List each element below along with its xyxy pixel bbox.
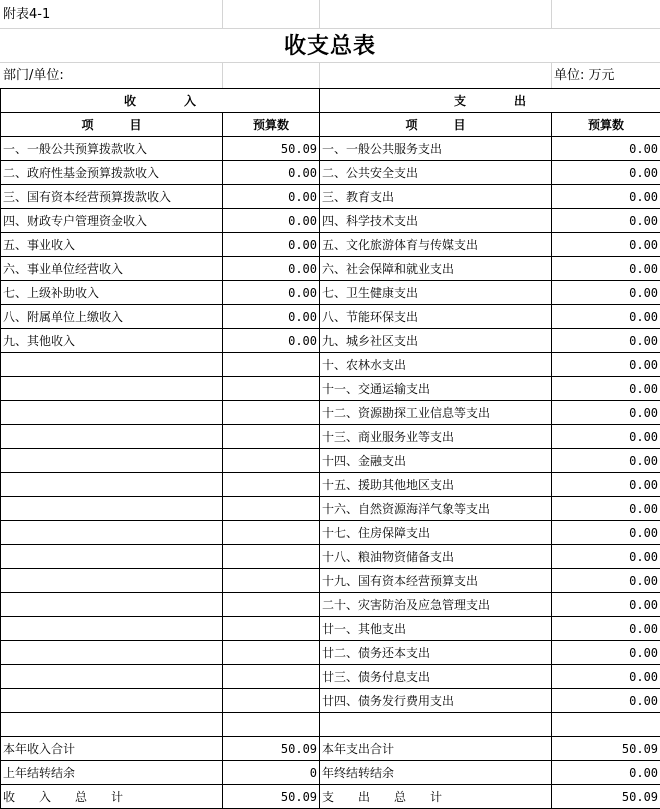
table-row	[1, 233, 660, 257]
expense-value-cell: 0.00	[552, 353, 660, 377]
income-value-cell: 0.00	[223, 305, 320, 329]
expense-item-cell: 三、教育支出	[320, 185, 552, 209]
income-value-cell	[223, 617, 320, 641]
income-item-cell	[1, 689, 223, 713]
table-row	[1, 281, 660, 305]
income-item-cell	[1, 377, 223, 401]
expense-item-cell: 本年支出合计	[320, 737, 552, 761]
expense-item-cell: 十三、商业服务业等支出	[320, 425, 552, 449]
income-value-cell	[223, 521, 320, 545]
expense-value-cell: 0.00	[552, 617, 660, 641]
table-row	[1, 569, 660, 593]
income-item-cell	[1, 545, 223, 569]
expense-item-cell: 四、科学技术支出	[320, 209, 552, 233]
expense-item-cell: 二、公共安全支出	[320, 161, 552, 185]
income-item-cell	[1, 617, 223, 641]
table-row	[1, 497, 660, 521]
expense-item-cell: 五、文化旅游体育与传媒支出	[320, 233, 552, 257]
department-label: 部门/单位:	[3, 68, 64, 83]
gridline	[0, 28, 660, 29]
expense-value-cell: 0.00	[552, 185, 660, 209]
income-value-cell	[223, 569, 320, 593]
gridline	[551, 62, 552, 88]
income-value-cell: 0.00	[223, 329, 320, 353]
income-value-cell	[223, 377, 320, 401]
expense-item-cell: 九、城乡社区支出	[320, 329, 552, 353]
expense-item-cell: 八、节能环保支出	[320, 305, 552, 329]
expense-item-cell: 十八、粮油物资储备支出	[320, 545, 552, 569]
table-row	[1, 161, 660, 185]
expense-value-cell: 50.09	[552, 737, 660, 761]
table-row	[1, 377, 660, 401]
expense-value-cell: 0.00	[552, 425, 660, 449]
table-row	[1, 473, 660, 497]
income-value-cell: 0	[223, 761, 320, 785]
expense-value-cell: 0.00	[552, 137, 660, 161]
income-item-cell: 八、附属单位上缴收入	[1, 305, 223, 329]
expense-value-cell: 0.00	[552, 161, 660, 185]
expense-value-cell: 0.00	[552, 209, 660, 233]
expense-value-cell: 0.00	[552, 281, 660, 305]
table-row	[1, 713, 660, 737]
income-value-cell	[223, 353, 320, 377]
gridline	[319, 62, 320, 88]
table-row	[1, 785, 660, 809]
expense-item-cell: 七、卫生健康支出	[320, 281, 552, 305]
income-value-cell	[223, 545, 320, 569]
table-row	[1, 137, 660, 161]
income-value-cell	[223, 593, 320, 617]
expense-value-cell: 0.00	[552, 305, 660, 329]
table-row	[1, 641, 660, 665]
expense-item-cell: 年终结转结余	[320, 761, 552, 785]
expense-item-cell: 廿三、债务付息支出	[320, 665, 552, 689]
income-item-cell: 上年结转结余	[1, 761, 223, 785]
income-value-cell: 0.00	[223, 185, 320, 209]
income-value-cell: 0.00	[223, 209, 320, 233]
income-item-cell	[1, 641, 223, 665]
table-row	[1, 521, 660, 545]
expense-value-cell	[552, 713, 660, 737]
table-row	[1, 305, 660, 329]
column-header-row	[1, 113, 660, 137]
expense-value-cell: 50.09	[552, 785, 660, 809]
section-header-row	[1, 89, 660, 113]
expense-item-cell: 二十、灾害防治及应急管理支出	[320, 593, 552, 617]
expense-item-cell: 六、社会保障和就业支出	[320, 257, 552, 281]
income-item-header: 项 目	[1, 113, 223, 137]
income-value-cell	[223, 713, 320, 737]
table-row	[1, 665, 660, 689]
income-value-cell: 0.00	[223, 281, 320, 305]
expense-item-cell: 十四、金融支出	[320, 449, 552, 473]
income-item-cell: 六、事业单位经营收入	[1, 257, 223, 281]
income-section-header: 收 入	[1, 89, 320, 113]
expense-item-cell: 十九、国有资本经营预算支出	[320, 569, 552, 593]
expense-item-cell: 支 出 总 计	[320, 785, 552, 809]
table-row	[1, 689, 660, 713]
income-item-cell: 七、上级补助收入	[1, 281, 223, 305]
expense-item-cell: 一、一般公共服务支出	[320, 137, 552, 161]
expense-section-header: 支 出	[320, 89, 660, 113]
income-value-cell	[223, 449, 320, 473]
expense-value-cell: 0.00	[552, 473, 660, 497]
expense-value-cell: 0.00	[552, 233, 660, 257]
income-value-cell: 0.00	[223, 257, 320, 281]
expense-value-cell: 0.00	[552, 401, 660, 425]
income-item-cell	[1, 593, 223, 617]
expense-value-cell: 0.00	[552, 497, 660, 521]
income-value-cell	[223, 401, 320, 425]
expense-value-cell: 0.00	[552, 593, 660, 617]
income-item-cell: 收 入 总 计	[1, 785, 223, 809]
income-item-cell	[1, 401, 223, 425]
table-row	[1, 593, 660, 617]
income-value-cell	[223, 473, 320, 497]
expense-item-cell: 十六、自然资源海洋气象等支出	[320, 497, 552, 521]
gridline	[551, 0, 552, 28]
income-item-cell: 五、事业收入	[1, 233, 223, 257]
expense-value-cell: 0.00	[552, 641, 660, 665]
expense-value-cell: 0.00	[552, 521, 660, 545]
income-item-cell	[1, 521, 223, 545]
income-value-cell	[223, 665, 320, 689]
income-value-cell	[223, 425, 320, 449]
table-row	[1, 449, 660, 473]
income-item-cell	[1, 449, 223, 473]
sheet-label: 附表4-1	[3, 7, 51, 22]
budget-table	[0, 88, 660, 809]
expense-value-cell: 0.00	[552, 545, 660, 569]
income-item-cell: 本年收入合计	[1, 737, 223, 761]
table-row	[1, 737, 660, 761]
expense-value-cell: 0.00	[552, 665, 660, 689]
expense-value-cell: 0.00	[552, 689, 660, 713]
income-item-cell	[1, 353, 223, 377]
table-row	[1, 401, 660, 425]
table-row	[1, 185, 660, 209]
income-item-cell	[1, 473, 223, 497]
income-item-cell	[1, 713, 223, 737]
income-value-cell	[223, 497, 320, 521]
table-row	[1, 761, 660, 785]
expense-item-cell: 十一、交通运输支出	[320, 377, 552, 401]
page-title: 收支总表	[283, 34, 376, 59]
income-item-cell	[1, 425, 223, 449]
expense-item-cell: 廿四、债务发行费用支出	[320, 689, 552, 713]
income-item-cell: 四、财政专户管理资金收入	[1, 209, 223, 233]
income-value-cell: 0.00	[223, 233, 320, 257]
table-row	[1, 353, 660, 377]
expense-value-cell: 0.00	[552, 449, 660, 473]
income-value-cell: 50.09	[223, 785, 320, 809]
income-item-cell: 一、一般公共预算拨款收入	[1, 137, 223, 161]
income-value-cell: 50.09	[223, 137, 320, 161]
expense-value-cell: 0.00	[552, 377, 660, 401]
expense-item-cell: 十二、资源勘探工业信息等支出	[320, 401, 552, 425]
gridline	[319, 0, 320, 28]
table-row	[1, 257, 660, 281]
table-row	[1, 329, 660, 353]
table-row	[1, 209, 660, 233]
table-row	[1, 545, 660, 569]
expense-value-cell: 0.00	[552, 761, 660, 785]
income-value-cell	[223, 641, 320, 665]
expense-budget-header: 预算数	[552, 113, 660, 137]
income-budget-header: 预算数	[223, 113, 320, 137]
income-item-cell	[1, 569, 223, 593]
income-item-cell: 三、国有资本经营预算拨款收入	[1, 185, 223, 209]
expense-value-cell: 0.00	[552, 257, 660, 281]
expense-value-cell: 0.00	[552, 329, 660, 353]
expense-item-cell: 十七、住房保障支出	[320, 521, 552, 545]
expense-value-cell: 0.00	[552, 569, 660, 593]
expense-item-cell: 十五、援助其他地区支出	[320, 473, 552, 497]
table-row	[1, 617, 660, 641]
gridline	[222, 0, 223, 28]
income-item-cell	[1, 497, 223, 521]
table-row	[1, 425, 660, 449]
gridline	[222, 62, 223, 88]
unit-label: 单位: 万元	[554, 68, 615, 83]
expense-item-cell	[320, 713, 552, 737]
income-value-cell: 0.00	[223, 161, 320, 185]
expense-item-cell: 十、农林水支出	[320, 353, 552, 377]
income-item-cell	[1, 665, 223, 689]
income-value-cell	[223, 689, 320, 713]
expense-item-cell: 廿一、其他支出	[320, 617, 552, 641]
income-value-cell: 50.09	[223, 737, 320, 761]
income-item-cell: 九、其他收入	[1, 329, 223, 353]
income-item-cell: 二、政府性基金预算拨款收入	[1, 161, 223, 185]
expense-item-cell: 廿二、债务还本支出	[320, 641, 552, 665]
expense-item-header: 项 目	[320, 113, 552, 137]
